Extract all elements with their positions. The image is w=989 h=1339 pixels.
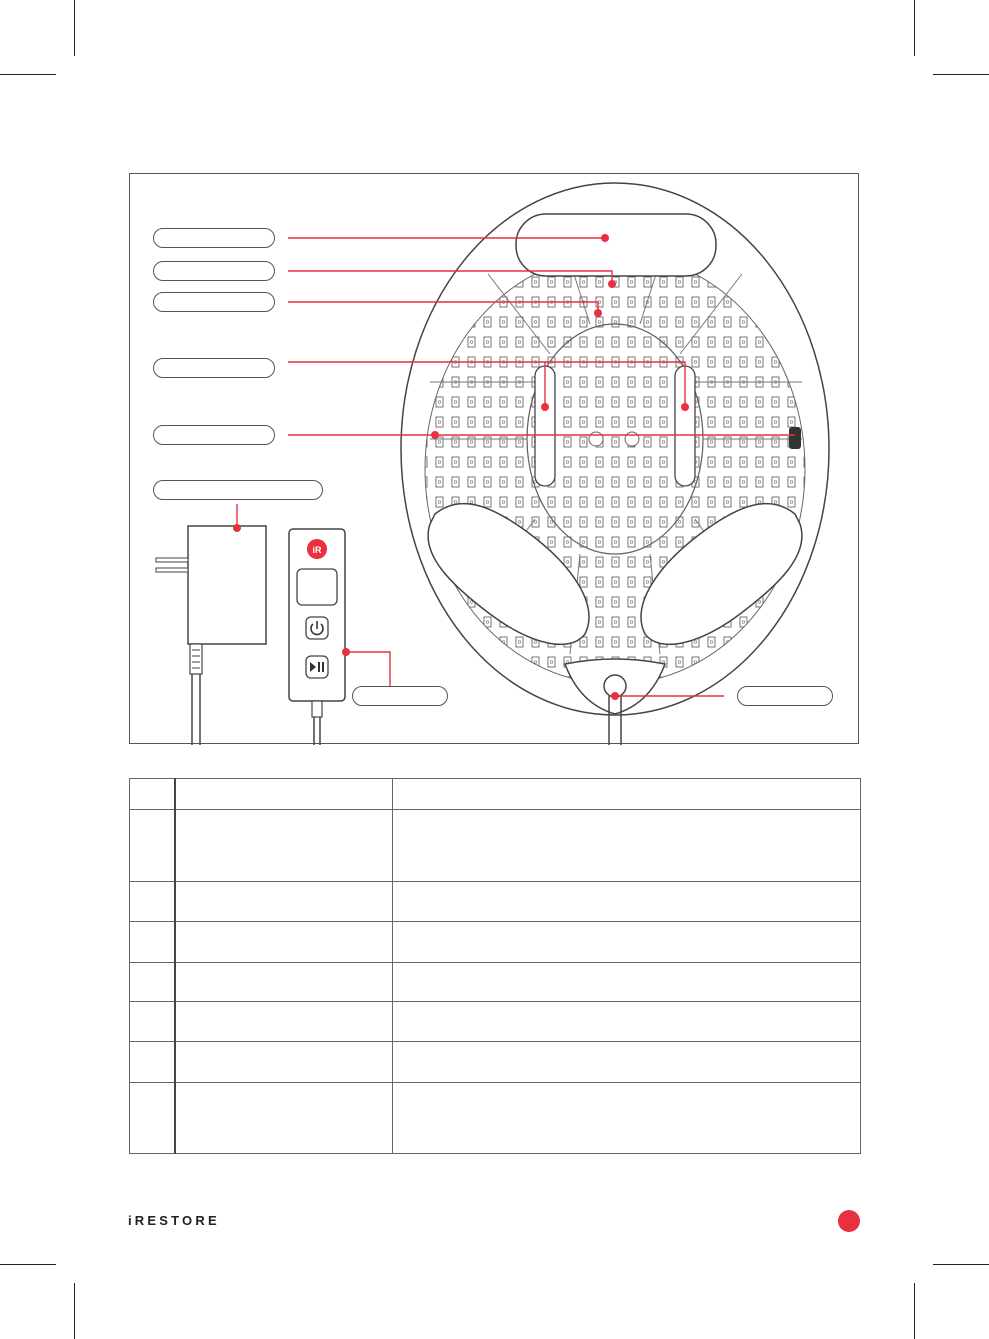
row-number xyxy=(130,963,176,1002)
crop-mark xyxy=(914,1283,915,1339)
row-description xyxy=(393,1083,861,1154)
table-row xyxy=(130,882,861,922)
callout-label-5 xyxy=(153,425,275,445)
row-number xyxy=(130,779,176,810)
callout-label-6 xyxy=(153,480,323,500)
row-description xyxy=(393,779,861,810)
remote-controller xyxy=(289,529,345,745)
callout-label-4 xyxy=(153,358,275,378)
page-marker-dot xyxy=(838,1210,860,1232)
row-number xyxy=(130,1042,176,1083)
row-name xyxy=(175,1042,393,1083)
row-number xyxy=(130,1002,176,1042)
remote-display xyxy=(297,569,337,605)
row-description xyxy=(393,882,861,922)
callout-label-1 xyxy=(153,228,275,248)
callout-label-7 xyxy=(352,686,448,706)
spec-table xyxy=(129,778,861,1154)
table-row xyxy=(130,1042,861,1083)
callout-label-8 xyxy=(737,686,833,706)
row-description xyxy=(393,963,861,1002)
crop-mark xyxy=(0,74,56,75)
device-diagram xyxy=(130,174,860,745)
remote-logo-text: iR xyxy=(312,545,322,555)
row-number xyxy=(130,922,176,963)
callout-label-3 xyxy=(153,292,275,312)
table-row xyxy=(130,922,861,963)
power-adapter xyxy=(156,526,266,745)
crop-mark xyxy=(74,0,75,56)
row-name xyxy=(175,810,393,882)
crop-mark xyxy=(933,74,989,75)
crop-mark xyxy=(933,1264,989,1265)
row-name xyxy=(175,779,393,810)
top-cushion xyxy=(516,214,716,276)
row-number xyxy=(130,882,176,922)
crop-mark xyxy=(74,1283,75,1339)
row-name xyxy=(175,922,393,963)
row-description xyxy=(393,1002,861,1042)
crop-mark xyxy=(0,1264,56,1265)
table-row xyxy=(130,1083,861,1154)
table-row xyxy=(130,810,861,882)
crop-mark xyxy=(914,0,915,56)
row-description xyxy=(393,810,861,882)
callout-label-2 xyxy=(153,261,275,281)
row-name xyxy=(175,1002,393,1042)
device-diagram-panel xyxy=(129,173,859,744)
row-name xyxy=(175,1083,393,1154)
table-row xyxy=(130,963,861,1002)
table-row xyxy=(130,779,861,810)
brand-logo: iRESTORE xyxy=(128,1213,220,1228)
row-number xyxy=(130,810,176,882)
play-pause-button xyxy=(306,656,328,678)
table-row xyxy=(130,1002,861,1042)
row-description xyxy=(393,1042,861,1083)
row-description xyxy=(393,922,861,963)
row-name xyxy=(175,963,393,1002)
row-number xyxy=(130,1083,176,1154)
row-name xyxy=(175,882,393,922)
